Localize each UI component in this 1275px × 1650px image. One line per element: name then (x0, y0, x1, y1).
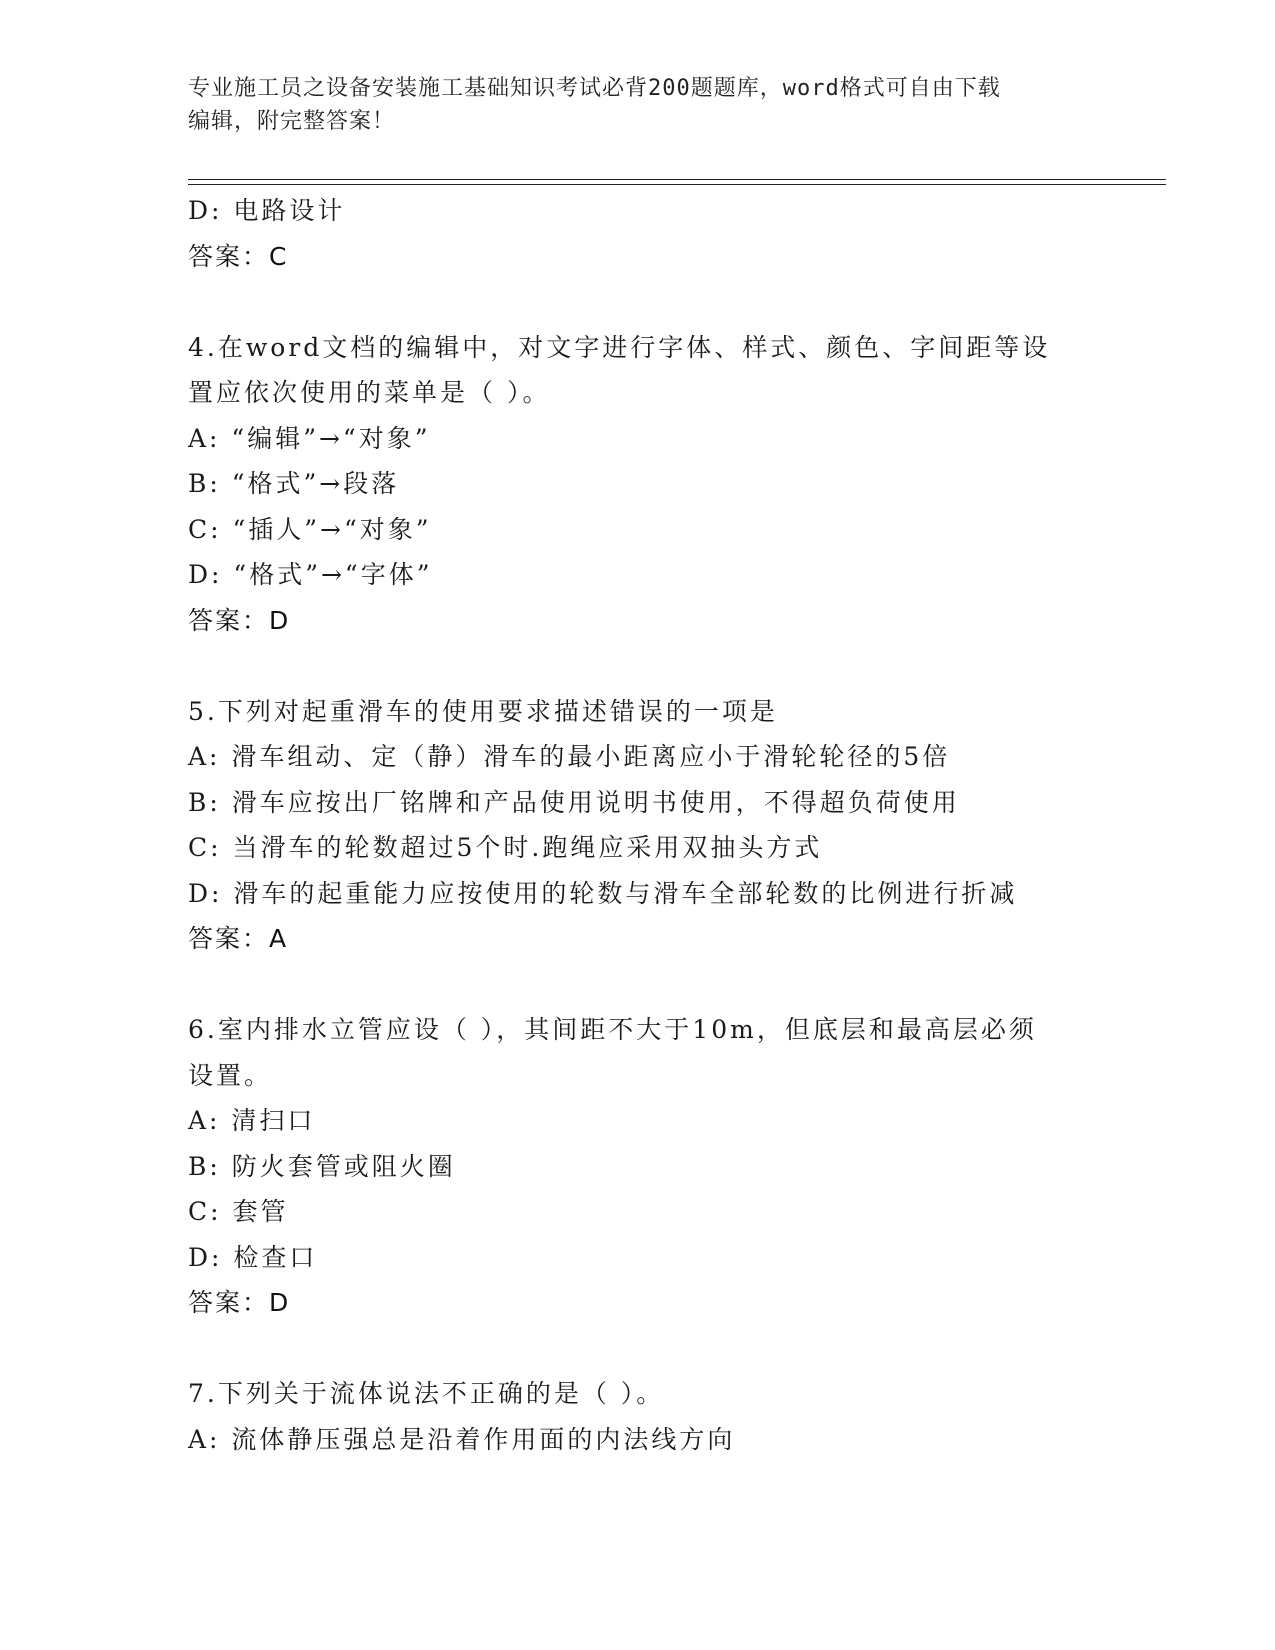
question-5 (188, 689, 1088, 962)
spacer (188, 1326, 1088, 1372)
question-4-option-a: A: “编辑”→“对象” (188, 423, 431, 453)
question-6-option-d: D: 检查口 (188, 1242, 318, 1272)
question-4-option-c: C: “插人”→“对象” (188, 514, 432, 544)
question-5-answer: 答案：A (188, 924, 289, 953)
document-body (188, 188, 1088, 1462)
question-3-option-d: D: 电路设计 (188, 196, 346, 225)
question-7 (188, 1371, 1088, 1462)
question-6 (188, 1007, 1088, 1326)
question-5-option-c: C: 当滑车的轮数超过5个时.跑绳应采用双抽头方式 (188, 833, 823, 862)
question-6-stem-line-2: 设置。 (188, 1060, 273, 1090)
spacer (188, 643, 1088, 689)
header-title-line-1: 专业施工员之设备安装施工基础知识考试必背200题题库，word格式可自由下载 (188, 76, 1001, 101)
question-6-answer: 答案：D (188, 1288, 291, 1317)
question-4 (188, 325, 1088, 644)
question-3-answer: 答案：C (188, 241, 289, 271)
question-6-option-c: C: 套管 (188, 1197, 289, 1226)
question-3-fragment (188, 188, 1088, 279)
question-6-option-b: B: 防火套管或阻火圈 (188, 1151, 456, 1181)
question-4-stem-line-1: 4.在word文档的编辑中，对文字进行字体、样式、颜色、字间距等设 (188, 332, 1051, 362)
question-4-answer: 答案：D (188, 605, 291, 635)
header-divider-top (188, 179, 1166, 180)
question-4-option-d: D: “格式”→“字体” (188, 560, 433, 589)
question-6-stem-line-1: 6.室内排水立管应设（ ），其间距不大于10m，但底层和最高层必须 (188, 1015, 1037, 1044)
question-5-option-d: D: 滑车的起重能力应按使用的轮数与滑车全部轮数的比例进行折减 (188, 878, 1018, 908)
question-5-stem-line-1: 5.下列对起重滑车的使用要求描述错误的一项是 (188, 696, 778, 726)
spacer (188, 962, 1088, 1008)
header-title-line-2: 编辑，附完整答案！ (188, 109, 396, 134)
question-7-option-a: A: 流体静压强总是沿着作用面的内法线方向 (188, 1424, 736, 1454)
spacer (188, 279, 1088, 325)
question-6-option-a: A: 清扫口 (188, 1106, 316, 1135)
page-header (188, 72, 1068, 138)
question-4-stem-line-2: 置应依次使用的菜单是（ ）。 (188, 378, 551, 407)
header-divider-bottom (188, 184, 1166, 185)
question-7-stem-line-1: 7.下列关于流体说法不正确的是（ ）。 (188, 1379, 665, 1408)
question-5-option-a: A: 滑车组动、定（静）滑车的最小距离应小于滑轮轮径的5倍 (188, 742, 951, 771)
question-4-option-b: B: “格式”→段落 (188, 469, 400, 498)
question-5-option-b: B: 滑车应按出厂铭牌和产品使用说明书使用，不得超负荷使用 (188, 787, 960, 817)
